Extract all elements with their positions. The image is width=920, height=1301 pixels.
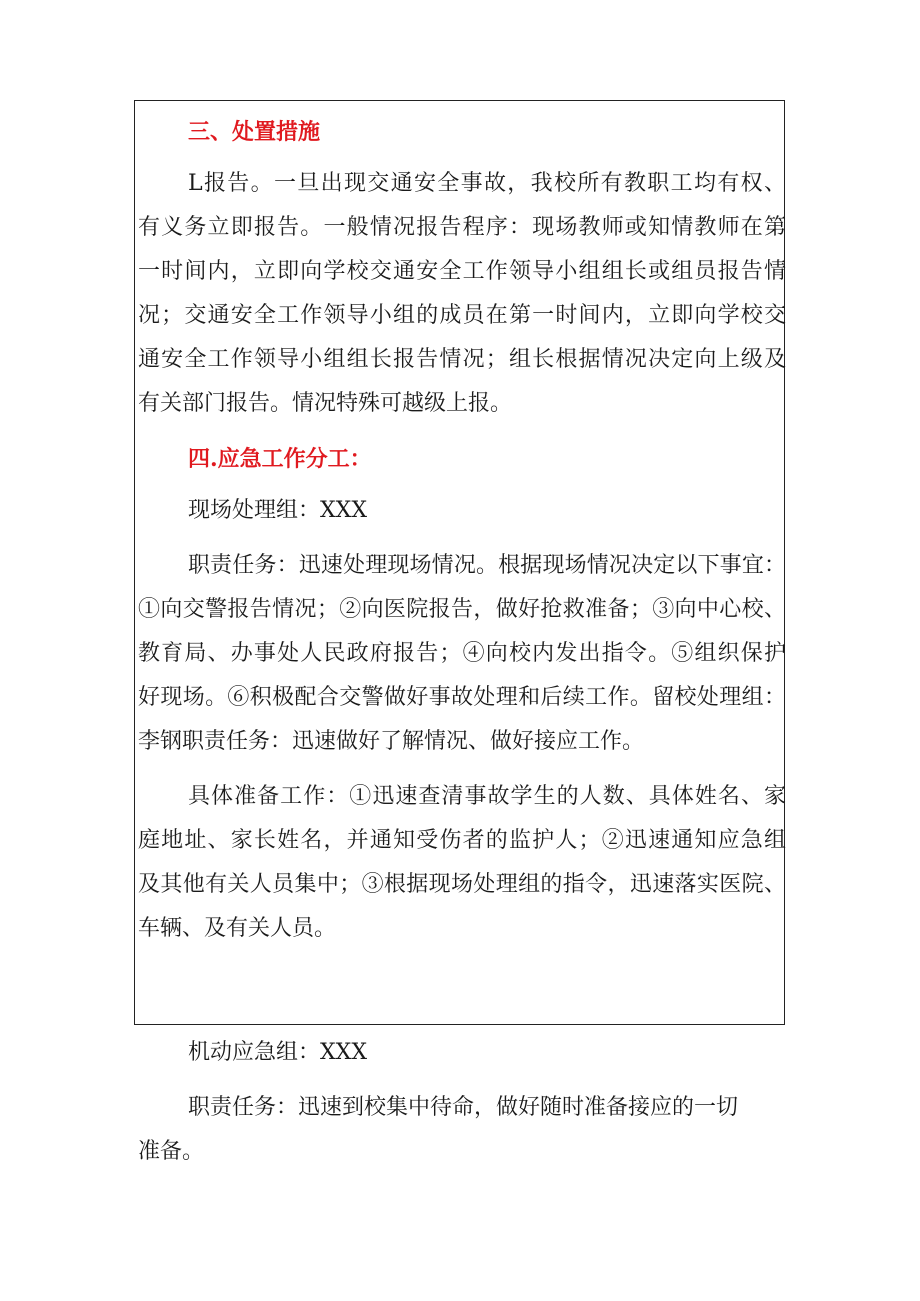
section-heading-division: 四.应急工作分工： xyxy=(188,446,372,472)
paragraph-line: ①向交警报告情况；②向医院报告，做好抢救准备；③向中心校、 xyxy=(138,597,786,622)
paragraph-line: 有关部门报告。情况特殊可越级上报。 xyxy=(138,391,513,416)
onsite-group-line: 现场处理组：XXX xyxy=(188,498,367,523)
paragraph-line: 准备。 xyxy=(138,1139,205,1164)
paragraph-line: 李钢职责任务：迅速做好了解情况、做好接应工作。 xyxy=(138,729,645,754)
paragraph-line: 好现场。⑥积极配合交警做好事故处理和后续工作。留校处理组： xyxy=(138,685,786,710)
paragraph-line: 具体准备工作：①迅速查清事故学生的人数、具体姓名、家 xyxy=(188,784,786,809)
outside-box-content xyxy=(138,1031,786,1174)
paragraph-line: 车辆、及有关人员。 xyxy=(138,916,337,941)
paragraph-line: 况；交通安全工作领导小组的成员在第一时间内，立即向学校交 xyxy=(138,303,786,328)
paragraph-line: 通安全工作领导小组组长报告情况；组长根据情况决定向上级及 xyxy=(138,347,786,372)
mobile-group-line: 机动应急组：XXX xyxy=(188,1040,367,1065)
boxed-content xyxy=(138,110,786,951)
section-heading-disposal: 三、处置措施 xyxy=(188,119,321,145)
paragraph-line: 职责任务：迅速到校集中待命，做好随时准备接应的一切 xyxy=(188,1095,739,1120)
paragraph-line: L报告。一旦出现交通安全事故，我校所有教职工均有权、 xyxy=(188,171,786,196)
paragraph-line: 教育局、办事处人民政府报告；④向校内发出指令。⑤组织保护 xyxy=(138,641,786,666)
paragraph-line: 一时间内，立即向学校交通安全工作领导小组组长或组员报告情 xyxy=(138,259,786,284)
paragraph-line: 庭地址、家长姓名，并通知受伤者的监护人；②迅速通知应急组 xyxy=(138,828,786,853)
paragraph-line: 有义务立即报告。一般情况报告程序：现场教师或知情教师在第 xyxy=(138,215,786,240)
paragraph-line: 及其他有关人员集中；③根据现场处理组的指令，迅速落实医院、 xyxy=(138,872,786,897)
paragraph-line: 职责任务：迅速处理现场情况。根据现场情况决定以下事宜： xyxy=(188,553,786,578)
